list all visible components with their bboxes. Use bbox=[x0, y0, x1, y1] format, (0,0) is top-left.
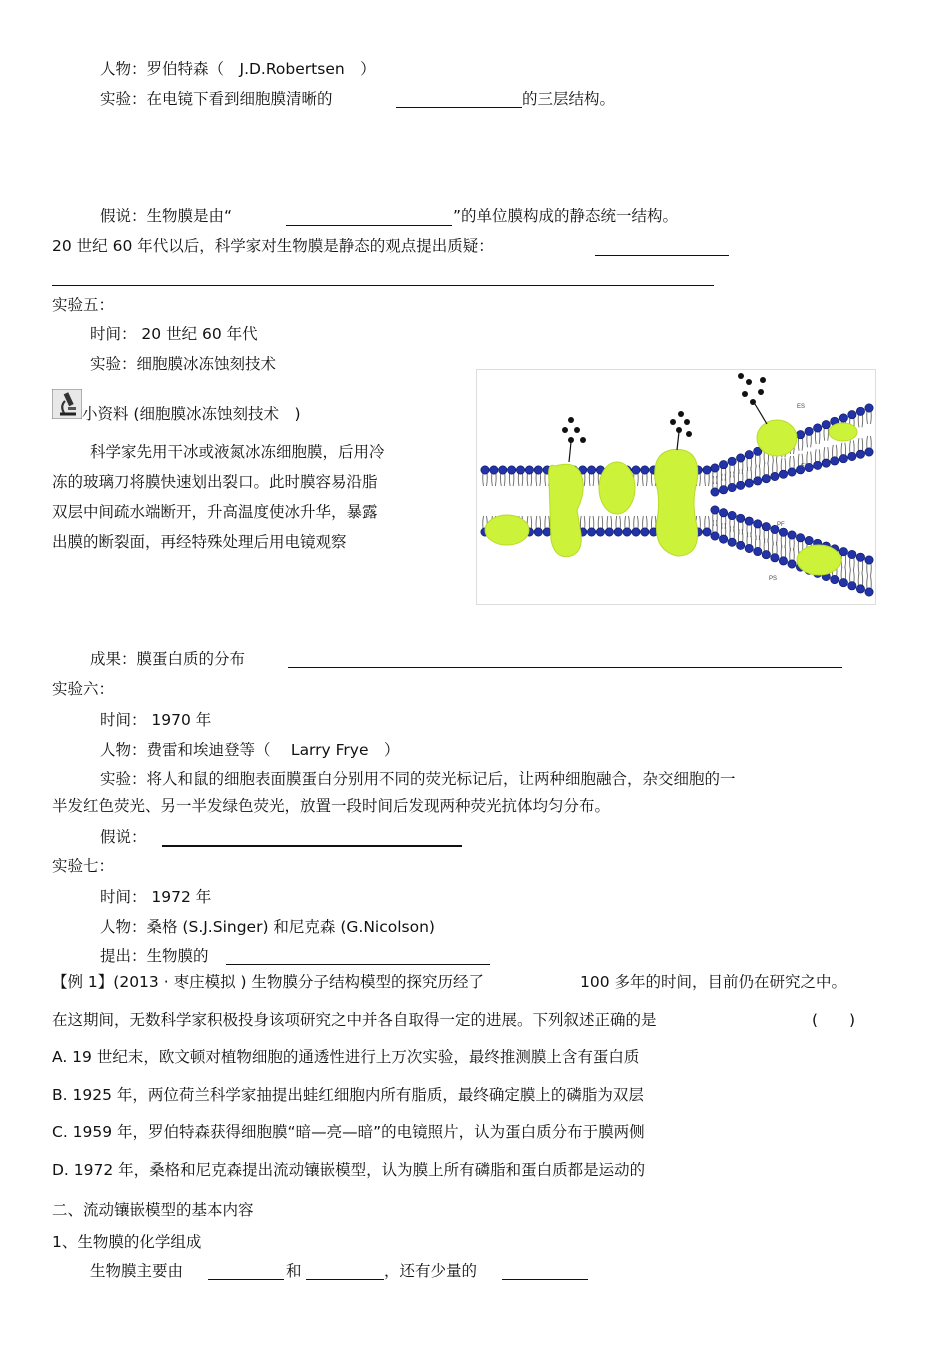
membrane-protein bbox=[797, 545, 841, 575]
phospholipid-head bbox=[745, 450, 753, 458]
option-d[interactable]: D. 1972 年，桑格和尼克森提出流动镶嵌模型，认为膜上所有磷脂和蛋白质都是运动的 bbox=[52, 1161, 646, 1179]
label-ef: EF bbox=[801, 464, 809, 470]
phospholipid-head bbox=[736, 514, 744, 522]
phospholipid-head bbox=[856, 585, 864, 593]
glycan-chain bbox=[562, 417, 586, 462]
label-es: ES bbox=[797, 404, 806, 410]
example-stem-1b: 100 多年的时间，目前仍在研究之中。 bbox=[580, 973, 848, 991]
doubt-blank-1[interactable] bbox=[595, 255, 729, 256]
phospholipid-head bbox=[856, 450, 864, 458]
phospholipid-head bbox=[865, 588, 873, 596]
phospholipid-head bbox=[745, 544, 753, 552]
phospholipid-head bbox=[805, 427, 813, 435]
phospholipid-head bbox=[822, 420, 830, 428]
membrane-protein bbox=[655, 449, 698, 556]
phospholipid-head bbox=[641, 528, 649, 536]
phospholipid-head bbox=[865, 556, 873, 564]
exp6-time: 时间： 1970 年 bbox=[100, 711, 212, 729]
phospholipid-head bbox=[848, 452, 856, 460]
phospholipid-head bbox=[499, 466, 507, 474]
phospholipid-head bbox=[736, 454, 744, 462]
phospholipid-head bbox=[587, 466, 595, 474]
exp7-proposal-blank[interactable] bbox=[226, 964, 490, 965]
composition-text-c: ，还有少量的 bbox=[384, 1262, 478, 1280]
info-line-4: 出膜的断裂面，再经特殊处理后用电镜观察 bbox=[52, 533, 347, 551]
exp6-experiment-1: 实验：将人和鼠的细胞表面膜蛋白分别用不同的荧光标记后，让两种细胞融合，杂交细胞的一 bbox=[100, 770, 736, 788]
phospholipid-head bbox=[856, 407, 864, 415]
composition-text-b: 和 bbox=[286, 1262, 302, 1280]
phospholipid-head bbox=[703, 466, 711, 474]
exp7-proposal: 提出：生物膜的 bbox=[100, 947, 209, 965]
section2-sub1: 1、生物膜的化学组成 bbox=[52, 1233, 202, 1251]
exp5-result: 成果：膜蛋白质的分布 bbox=[90, 650, 246, 668]
option-b[interactable]: B. 1925 年，两位荷兰科学家抽提出蛙红细胞内所有脂质，最终确定膜上的磷脂为双层 bbox=[52, 1086, 644, 1104]
phospholipid-head bbox=[779, 470, 787, 478]
example-stem-2: 在这期间，无数科学家积极投身该项研究之中并各自取得一定的进展。下列叙述正确的是 bbox=[52, 1011, 657, 1029]
option-c[interactable]: C. 1959 年，罗伯特森获得细胞膜“暗—亮—暗”的电镜照片，认为蛋白质分布于膜两侧 bbox=[52, 1123, 645, 1141]
phospholipid-head bbox=[754, 477, 762, 485]
phospholipid-head bbox=[711, 488, 719, 496]
doubt-text: 20 世纪 60 年代以后，科学家对生物膜是静态的观点提出质疑： bbox=[52, 237, 494, 255]
hypothesis-blank-unit-membrane[interactable] bbox=[286, 225, 452, 226]
phospholipid-head bbox=[481, 466, 489, 474]
phospholipid-head bbox=[632, 466, 640, 474]
phospholipid-head bbox=[728, 457, 736, 465]
result-blank[interactable] bbox=[288, 667, 842, 668]
phospholipid-head bbox=[788, 531, 796, 539]
phospholipid-head bbox=[534, 466, 542, 474]
phospholipid-head bbox=[728, 538, 736, 546]
phospholipid-head bbox=[516, 466, 524, 474]
phospholipid-head bbox=[754, 520, 762, 528]
doubt-blank-2[interactable] bbox=[52, 285, 714, 286]
exp6-hypothesis-blank[interactable] bbox=[162, 845, 462, 847]
membrane-protein bbox=[485, 515, 529, 545]
membrane-protein bbox=[549, 464, 584, 556]
exp6-hypothesis: 假说： bbox=[100, 828, 147, 846]
info-title: 小资料 (细胞膜冰冻蚀刻技术 ) bbox=[82, 405, 301, 423]
phospholipid-head bbox=[719, 460, 727, 468]
phospholipid-head bbox=[762, 474, 770, 482]
composition-blank-2[interactable] bbox=[306, 1279, 384, 1280]
info-line-1: 科学家先用干冰或液氮冰冻细胞膜，后用冷 bbox=[90, 443, 385, 461]
phospholipid-head bbox=[719, 535, 727, 543]
phospholipid-head bbox=[703, 528, 711, 536]
glycan-chains bbox=[562, 373, 767, 462]
phospholipid-head bbox=[848, 550, 856, 558]
composition-blank-3[interactable] bbox=[502, 1279, 588, 1280]
phospholipid-head bbox=[856, 553, 864, 561]
phospholipid-head bbox=[813, 461, 821, 469]
phospholipid-head bbox=[623, 528, 631, 536]
phospholipid-head bbox=[596, 528, 604, 536]
phospholipid-head bbox=[711, 532, 719, 540]
phospholipid-head bbox=[719, 486, 727, 494]
composition-text-a: 生物膜主要由 bbox=[90, 1262, 184, 1280]
membrane-protein bbox=[757, 420, 797, 456]
phospholipid-head bbox=[762, 550, 770, 558]
freeze-fracture-diagram bbox=[476, 369, 876, 605]
phospholipid-head bbox=[728, 483, 736, 491]
phospholipid-head bbox=[632, 528, 640, 536]
exp5-time: 时间： 20 世纪 60 年代 bbox=[90, 325, 258, 343]
membrane-protein bbox=[829, 423, 857, 441]
example-stem-1: 【例 1】(2013 · 枣庄模拟 ) 生物膜分子结构模型的探究历经了 bbox=[52, 973, 484, 991]
phospholipid-head bbox=[865, 448, 873, 456]
exp6-experiment-2: 半发红色荧光、另一半发绿色荧光，放置一段时间后发现两种荧光抗体均匀分布。 bbox=[52, 797, 611, 815]
phospholipid-head bbox=[605, 528, 613, 536]
phospholipid-head bbox=[848, 582, 856, 590]
phospholipid-head bbox=[534, 528, 542, 536]
phospholipid-head bbox=[779, 557, 787, 565]
phospholipid-head bbox=[848, 410, 856, 418]
phospholipid-head bbox=[788, 468, 796, 476]
phospholipid-head bbox=[543, 528, 551, 536]
exp6-person: 人物：费雷和埃迪登等（ Larry Frye ） bbox=[100, 741, 400, 759]
robertson-person: 人物：罗伯特森（ J.D.Robertsen ） bbox=[100, 60, 376, 78]
exp7-heading: 实验七： bbox=[52, 857, 115, 875]
robertson-experiment-text: 实验：在电镜下看到细胞膜清晰的 bbox=[100, 90, 333, 108]
phospholipid-head bbox=[614, 528, 622, 536]
phospholipid-head bbox=[805, 536, 813, 544]
microscope-icon bbox=[52, 389, 82, 419]
phospholipid-head bbox=[831, 457, 839, 465]
label-ps: PS bbox=[769, 576, 778, 582]
phospholipid-head bbox=[490, 466, 498, 474]
robertson-hypothesis-tail: ”的单位膜构成的静态统一结构。 bbox=[453, 207, 679, 225]
phospholipid-head bbox=[839, 414, 847, 422]
phospholipid-head bbox=[822, 459, 830, 467]
phospholipid-head bbox=[839, 547, 847, 555]
phospholipid-head bbox=[736, 541, 744, 549]
robertson-hypothesis-text: 假说：生物膜是由“ bbox=[100, 207, 233, 225]
phospholipid-head bbox=[796, 430, 804, 438]
exp5-heading: 实验五： bbox=[52, 296, 115, 314]
label-pf: PF bbox=[777, 522, 785, 528]
phospholipid-head bbox=[711, 464, 719, 472]
phospholipid-head bbox=[796, 534, 804, 542]
phospholipid-head bbox=[839, 454, 847, 462]
phospholipid-head bbox=[641, 466, 649, 474]
phospholipid-head bbox=[779, 528, 787, 536]
phospholipid-head bbox=[507, 466, 515, 474]
phospholipid-head bbox=[711, 506, 719, 514]
phospholipid-head bbox=[771, 554, 779, 562]
exp7-time: 时间： 1972 年 bbox=[100, 888, 212, 906]
phospholipid-head bbox=[831, 575, 839, 583]
glycan-chain bbox=[738, 373, 767, 424]
phospholipid-head bbox=[745, 479, 753, 487]
phospholipid-head bbox=[771, 472, 779, 480]
glycan-chain bbox=[670, 411, 692, 450]
phospholipid-head bbox=[525, 466, 533, 474]
phospholipid-head bbox=[813, 424, 821, 432]
robertson-blank-structure[interactable] bbox=[396, 107, 522, 108]
composition-blank-1[interactable] bbox=[208, 1279, 284, 1280]
membrane-protein bbox=[599, 462, 635, 514]
phospholipid-head bbox=[728, 511, 736, 519]
answer-parentheses[interactable]: ( ) bbox=[812, 1011, 856, 1029]
info-line-2: 冻的玻璃刀将膜快速划出裂口。此时膜容易沿脂 bbox=[52, 473, 378, 491]
phospholipid-head bbox=[587, 528, 595, 536]
info-line-3: 双层中间疏水端断开，升高温度使冰升华，暴露 bbox=[52, 503, 378, 521]
section2-heading: 二、流动镶嵌模型的基本内容 bbox=[52, 1201, 254, 1219]
phospholipid-head bbox=[788, 560, 796, 568]
phospholipid-head bbox=[719, 509, 727, 517]
phospholipid-head bbox=[762, 522, 770, 530]
phospholipid-head bbox=[745, 517, 753, 525]
phospholipid-head bbox=[839, 578, 847, 586]
phospholipid-head bbox=[865, 404, 873, 412]
phospholipid-head bbox=[736, 481, 744, 489]
phospholipid-head bbox=[754, 547, 762, 555]
robertson-experiment-tail: 的三层结构。 bbox=[522, 90, 616, 108]
exp5-experiment: 实验：细胞膜冰冻蚀刻技术 bbox=[90, 355, 277, 373]
exp7-person: 人物：桑格 (S.J.Singer) 和尼克森 (G.Nicolson) bbox=[100, 918, 435, 936]
option-a[interactable]: A. 19 世纪末，欧文顿对植物细胞的通透性进行上万次实验，最终推测膜上含有蛋白质 bbox=[52, 1048, 640, 1066]
exp6-heading: 实验六： bbox=[52, 680, 115, 698]
